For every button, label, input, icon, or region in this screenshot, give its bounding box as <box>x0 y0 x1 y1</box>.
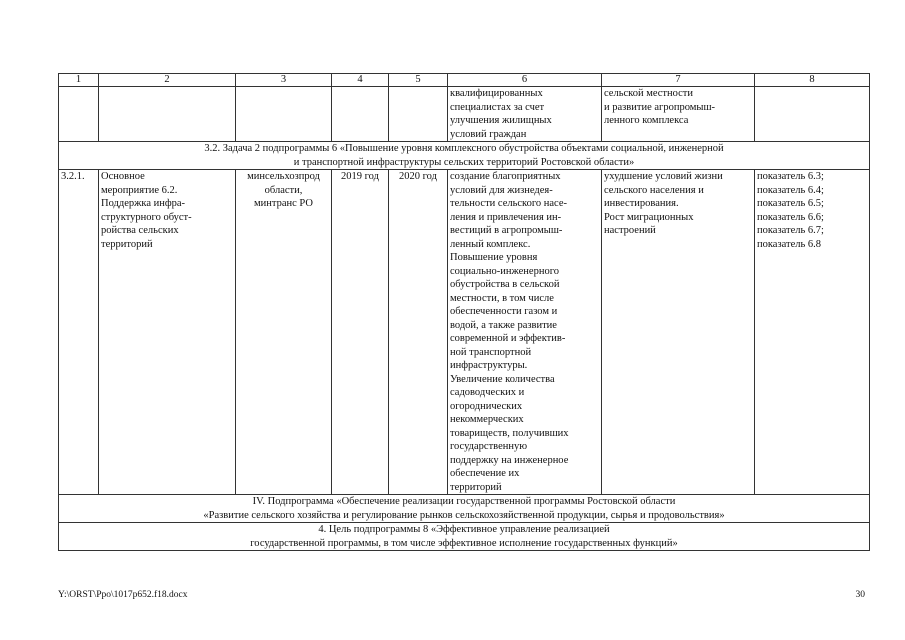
column-number-7: 7 <box>602 74 755 87</box>
start-year: 2019 год <box>332 170 389 495</box>
table-row <box>59 170 870 495</box>
continued-result-cell: квалифицированных специалистах за счет улучшения жилищных условий граждан <box>448 87 602 142</box>
column-number-3: 3 <box>236 74 332 87</box>
continued-cell-2 <box>99 87 236 142</box>
task-heading: 3.2. Задача 2 подпрограммы 6 «Повышение уровня комплексного обустройства объектами социальной, инженерной и транспортной инфраструктуры сельских территорий Ростовской области» <box>59 142 870 170</box>
column-number-row <box>59 74 870 87</box>
row-number: 3.2.1. <box>59 170 99 495</box>
column-number-8: 8 <box>755 74 870 87</box>
continued-cell-5 <box>389 87 448 142</box>
column-number-2: 2 <box>99 74 236 87</box>
subprogram-heading-row <box>59 495 870 523</box>
task-heading-row <box>59 142 870 170</box>
column-number-6: 6 <box>448 74 602 87</box>
end-year: 2020 год <box>389 170 448 495</box>
column-number-1: 1 <box>59 74 99 87</box>
indicators: показатель 6.3; показатель 6.4; показатель 6.5; показатель 6.6; показатель 6.7; показатель 6.8 <box>755 170 870 495</box>
column-number-4: 4 <box>332 74 389 87</box>
program-table <box>58 73 870 551</box>
page-number: 30 <box>855 590 865 600</box>
footer-file-path: Y:\ORST\Ppo\1017p652.f18.docx <box>58 590 188 600</box>
subprogram-heading: IV. Подпрограмма «Обеспечение реализации государственной программы Ростовской области «Развитие сельского хозяйства и регулирование рынков сельскохозяйственной продукции, сырья и продовольствия» <box>59 495 870 523</box>
continued-cell-4 <box>332 87 389 142</box>
column-number-5: 5 <box>389 74 448 87</box>
continued-cell-3 <box>236 87 332 142</box>
non-implementation-consequences: ухудшение условий жизни сельского населения и инвестирования. Рост миграционных настроений <box>602 170 755 495</box>
goal-heading-row <box>59 523 870 551</box>
continued-consequences-cell: сельской местности и развитие агропромыш- ленного комплекса <box>602 87 755 142</box>
continued-cell-1 <box>59 87 99 142</box>
expected-result: создание благоприятных условий для жизнедея- тельности сельского насе- ления и привлечения ин- вестиций в агропромыш- ленный комплекс. Повышение уровня социально-инженерного обустройства в сельской местности, в том числе обеспеченности газом и водой, а также развитие современной и эффектив- ной транспортной инфраструктуры. Увеличение количества садоводческих и огороднических некоммерческих товариществ, получивших государственную поддержку на инженерное обеспечение их территорий <box>448 170 602 495</box>
measure-name: Основное мероприятие 6.2. Поддержка инфра- структурного обуст- ройства сельских территорий <box>99 170 236 495</box>
continued-cell-8 <box>755 87 870 142</box>
executor: минсельхозпрод области, минтранс РО <box>236 170 332 495</box>
goal-heading: 4. Цель подпрограммы 8 «Эффективное управление реализацией государственной программы, в том числе эффективное исполнение государственных функций» <box>59 523 870 551</box>
continued-row <box>59 87 870 142</box>
